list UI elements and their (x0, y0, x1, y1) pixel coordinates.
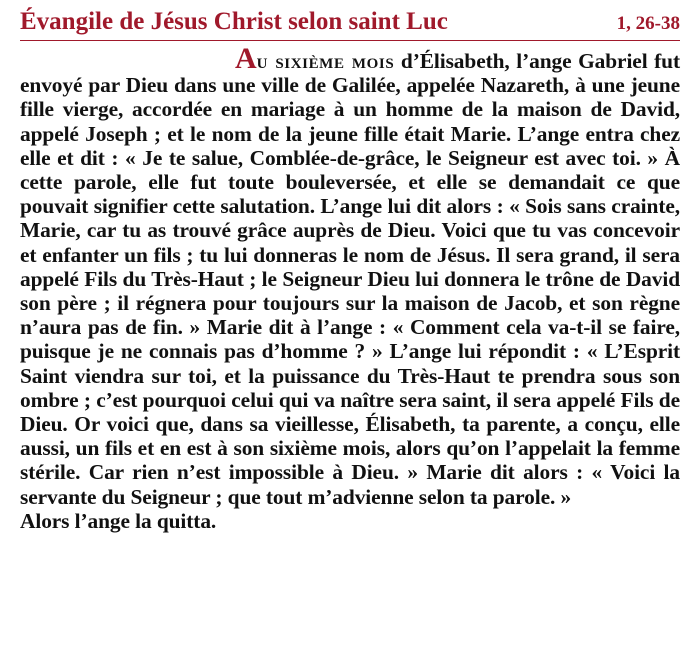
closing-line: Alors l’ange la quitta. (20, 508, 217, 533)
gospel-paragraph: d’Élisabeth, l’ange Gabriel fut envoyé par Dieu dans une ville de Galilée, appelée Nazareth, à une jeune fille vierge, accordée en mariage à un homme de la maison de David, appelé Joseph ; et le nom de la jeune fille était Marie. L’ange entra chez elle et dit : « Je te salue, Comblée-de-grâce, le Seigneur est avec toi. » À cette parole, elle fut toute bouleversée, et elle se demandait ce que pouvait signifier cette salutation. L’ange lui dit alors : « Sois sans crainte, Marie, car tu as trouvé grâce auprès de Dieu. Voici que tu vas concevoir et enfanter un fils ; tu lui donneras le nom de Jésus. Il sera grand, il sera appelé Fils du Très-Haut ; le Seigneur Dieu lui donnera le trône de David son père ; il régnera pour toujours sur la maison de Jacob, et son règne n’aura pas de fin. » Marie dit à l’ange : « Comment cela va-t-il se faire, puisque je ne connais pas d’homme ? » L’ange lui répondit : « L’Esprit Saint viendra sur toi, et la puissance du Très-Haut te prendra sous son ombre ; c’est pourquoi celui qui va naître sera saint, il sera appelé Fils de Dieu. Or voici que, dans sa vieillesse, Élisabeth, ta parente, a conçu, elle aussi, un fils et en est à son sixième mois, alors qu’on l’appelait la femme stérile. Car rien n’est impossible à Dieu. » Marie dit alors : « Voici la servante du Seigneur ; que tout m’advienne selon ta parole. » (20, 49, 680, 509)
opening-small-caps: u sixième mois (256, 49, 395, 73)
gospel-header (20, 8, 680, 41)
gospel-page (20, 8, 680, 533)
gospel-title: Évangile de Jésus Christ selon saint Luc (20, 8, 448, 35)
gospel-reference: 1, 26-38 (616, 13, 680, 34)
gospel-text (20, 42, 680, 533)
drop-cap: A (235, 42, 257, 75)
